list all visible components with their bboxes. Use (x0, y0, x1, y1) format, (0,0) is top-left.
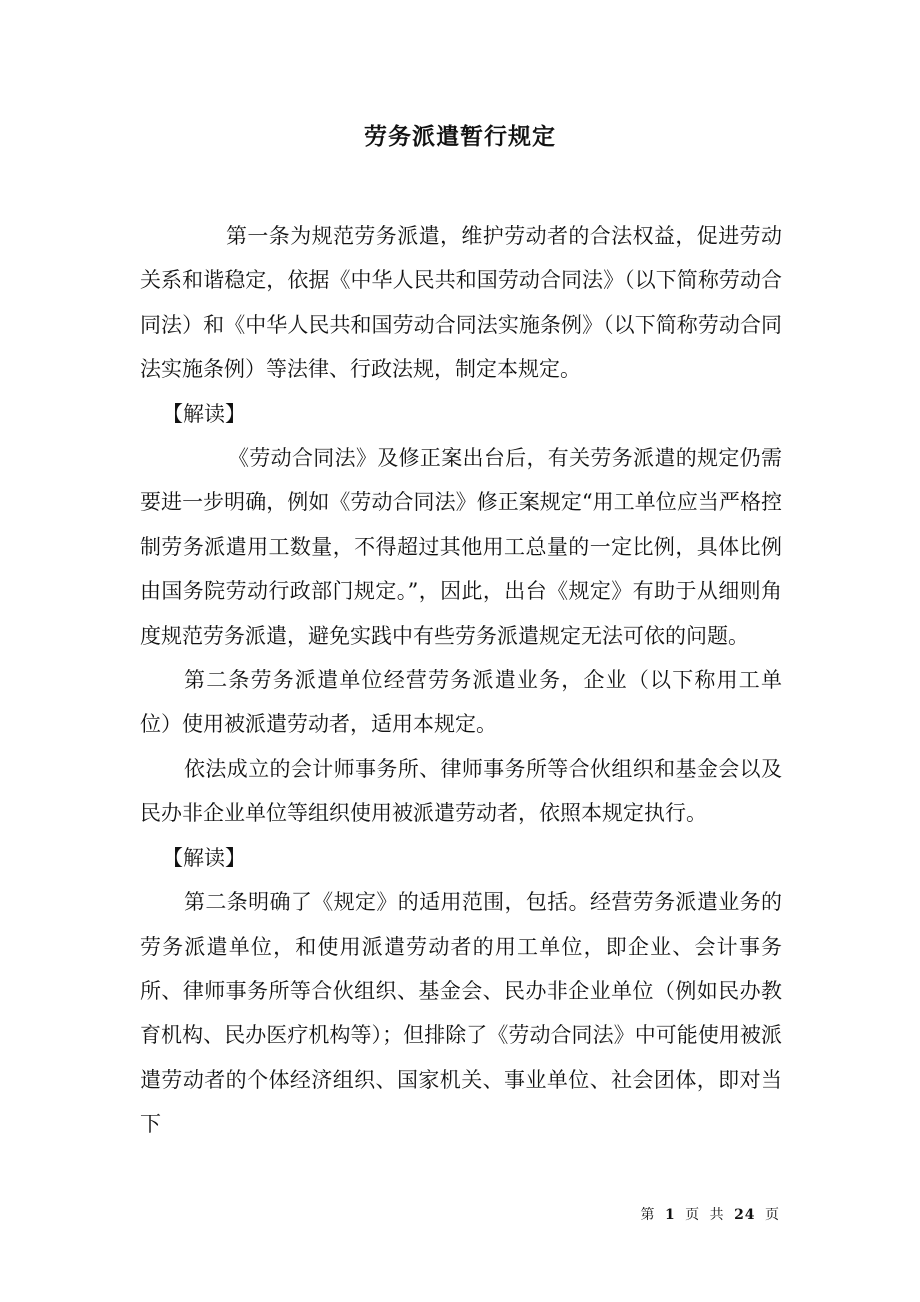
interpretation-label: 【解读】 (162, 845, 246, 870)
page-number-footer (641, 1204, 781, 1224)
footer-suffix: 页 (765, 1207, 780, 1223)
article-1-paragraph: 第一条为规范劳务派遣，维护劳动者的合法权益，促进劳动关系和谐稳定，依据《中华人民共和国劳动合同法》（以下简称劳动合同法）和《中华人民共和国劳动合同法实施条例》（以下简称劳动合同法实施条例）等法律、行政法规，制定本规定。 (140, 224, 782, 382)
footer-current-page: 1 (664, 1207, 676, 1223)
interpretation-2-paragraph: 第二条明确了《规定》的适用范围，包括。经营劳务派遣业务的劳务派遣单位，和使用派遣劳动者的用工单位，即企业、会计事务所、律师事务所等合伙组织、基金会、民办非企业单位（例如民办教育机构、民办医疗机构等）；但排除了《劳动合同法》中可能使用被派遣劳动者的个体经济组织、国家机关、事业单位、社会团体，即对当下 (140, 890, 782, 1137)
document-title: 劳务派遣暂行规定 (364, 123, 556, 150)
interpretation-1-paragraph: 《劳动合同法》及修正案出台后，有关劳务派遣的规定仍需要进一步明确，例如《劳动合同法》修正案规定“用工单位应当严格控制劳务派遣用工数量，不得超过其他用工总量的一定比例，具体比例由国务院劳动行政部门规定。”，因此，出台《规定》有助于从细则角度规范劳务派遣，避免实践中有些劳务派遣规定无法可依的问题。 (140, 446, 782, 648)
article-2-clause-paragraph: 依法成立的会计师事务所、律师事务所等合伙组织和基金会以及民办非企业单位等组织使用被派遣劳动者，依照本规定执行。 (140, 756, 782, 826)
interpretation-label: 【解读】 (162, 401, 246, 426)
footer-prefix: 第 (640, 1207, 656, 1223)
article-2-paragraph: 第二条劳务派遣单位经营劳务派遣业务，企业（以下称用工单位）使用被派遣劳动者，适用本规定。 (140, 668, 782, 737)
footer-middle: 页 共 (685, 1207, 725, 1223)
document-body (140, 214, 782, 1147)
footer-total-pages: 24 (734, 1207, 756, 1223)
